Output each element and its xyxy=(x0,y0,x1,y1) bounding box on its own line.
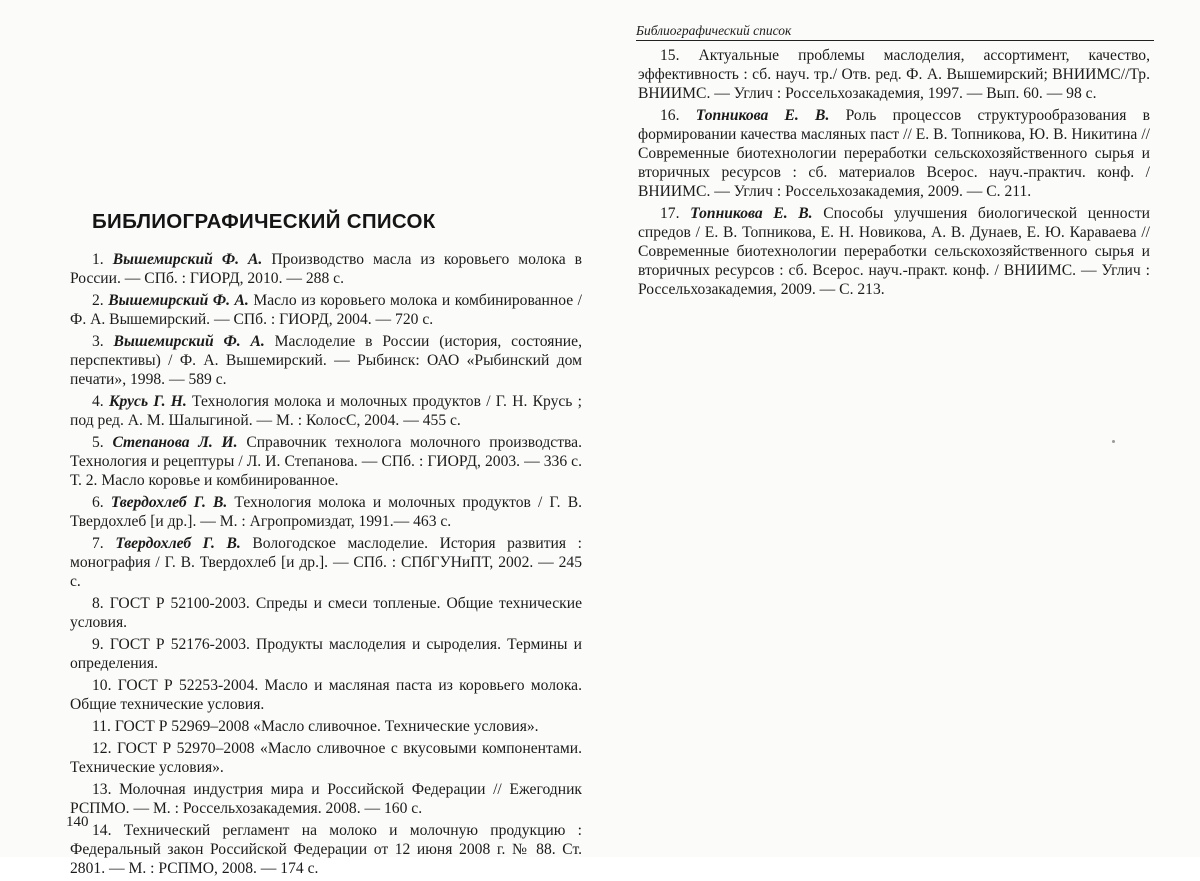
reference-number: 5. xyxy=(92,434,104,451)
reference-item xyxy=(70,291,582,329)
reference-number: 17. xyxy=(660,205,680,222)
reference-number: 14. xyxy=(92,822,112,839)
reference-text: ГОСТ Р 52970–2008 «Масло сливочное с вкусовыми компонентами. Технические условия». xyxy=(70,740,582,776)
reference-author: Вышемирский Ф. А. xyxy=(112,251,263,268)
reference-text: Молочная индустрия мира и Российской Федерации // Ежегодник РСПМО. — М. : Россельхозакадемия. 2008. — 160 с. xyxy=(70,781,582,817)
reference-author: Крусь Г. Н. xyxy=(108,393,187,410)
reference-author: Степанова Л. И. xyxy=(112,434,238,451)
reference-item xyxy=(70,676,582,714)
reference-author: Вышемирский Ф. А. xyxy=(113,333,265,350)
reference-text: Справочник технолога молочного производства. Технология и рецептуры / Л. И. Степанова. — СПб. : ГИОРД, 2003. — 336 с. Т. 2. Масло коровье и комбинированное. xyxy=(70,434,582,489)
reference-number: 10. xyxy=(92,677,112,694)
reference-item xyxy=(70,332,582,389)
reference-item xyxy=(70,433,582,490)
reference-author: Топникова Е. В. xyxy=(690,205,813,222)
reference-number: 9. xyxy=(92,636,104,653)
reference-text: ГОСТ Р 52253-2004. Масло и масляная паста из коровьего молока. Общие технические условия. xyxy=(70,677,582,713)
reference-text: Технический регламент на молоко и молочную продукцию : Федеральный закон Российской Федерации от 12 июня 2008 г. № 88. Ст. 2801. — М. : РСПМО, 2008. — 174 с. xyxy=(70,822,582,877)
reference-author: Твердохлеб Г. В. xyxy=(115,535,241,552)
reference-text: Технология молока и молочных продуктов / Г. Н. Крусь ; под ред. А. М. Шалыгиной. — М. : КолосС, 2004. — 455 с. xyxy=(70,393,582,429)
reference-item xyxy=(70,821,582,878)
reference-number: 15. xyxy=(660,47,680,64)
reference-text: ГОСТ Р 52176-2003. Продукты маслоделия и сыроделия. Термины и определения. xyxy=(70,636,582,672)
reference-number: 2. xyxy=(92,292,104,309)
reference-text: Технология молока и молочных продуктов / Г. В. Твердохлеб [и др.]. — М. : Агропромиздат, 1991.— 463 с. xyxy=(70,494,582,530)
reference-item xyxy=(70,534,582,591)
reference-number: 16. xyxy=(660,107,680,124)
reference-text: ГОСТ Р 52969–2008 «Масло сливочное. Технические условия». xyxy=(114,718,539,735)
reference-number: 6. xyxy=(92,494,104,511)
reference-number: 4. xyxy=(92,393,104,410)
reference-text: Производство масла из коровьего молока в России. — СПб. : ГИОРД, 2010. — 288 с. xyxy=(70,251,582,287)
running-head: Библиографический список xyxy=(636,22,1154,41)
reference-item xyxy=(70,717,582,736)
reference-text: Способы улучшения биологической ценности спредов / Е. В. Топникова, Е. Н. Новикова, А. В. Дунаев, Е. Ю. Караваева // Современные биотехнологии переработки сельскохозяйственного сырья и вторичных ресурсов : сб. Всерос. науч.-практ. конф. / ВНИИМС. — Углич : Россельхозакадемия, 2009. — С. 213. xyxy=(638,205,1150,298)
reference-item xyxy=(70,739,582,777)
reference-number: 3. xyxy=(92,333,104,350)
reference-item xyxy=(70,493,582,531)
reference-item xyxy=(70,250,582,288)
reference-author: Твердохлеб Г. В. xyxy=(110,494,228,511)
left-page xyxy=(0,0,600,877)
scan-speck xyxy=(1112,440,1115,443)
reference-item xyxy=(638,204,1150,299)
reference-number: 11. xyxy=(92,718,111,735)
reference-number: 1. xyxy=(92,251,104,268)
reference-author: Топникова Е. В. xyxy=(695,107,830,124)
reference-item xyxy=(70,392,582,430)
reference-number: 13. xyxy=(92,781,112,798)
reference-number: 7. xyxy=(92,535,104,552)
reference-text: Актуальные проблемы маслоделия, ассортимент, качество, эффективность : сб. науч. тр./ Отв. ред. Ф. А. Вышемирский; ВНИИМС//Тр. ВНИИМС. — Углич : Россельхозакадемия, 1997. — Вып. 60. — 98 с. xyxy=(638,47,1150,102)
reference-text: Маслоделие в России (история, состояние, перспективы) / Ф. А. Вышемирский. — Рыбинск: ОАО «Рыбинский дом печати», 1998. — 589 с. xyxy=(70,333,582,388)
reference-text: Вологодское маслоделие. История развития : монография / Г. В. Твердохлеб [и др.]. — СПб. : СПбГУНиПТ, 2002. — 245 с. xyxy=(70,535,582,590)
reference-number: 12. xyxy=(92,740,112,757)
reference-text: Роль процессов структурообразования в формировании качества масляных паст // Е. В. Топникова, Ю. В. Никитина // Современные биотехнологии переработки сельскохозяйственного сырья и вторичных ресурсов : сб. материалов Всерос. науч.-практич. конф. / ВНИИМС. — Углич : Россельхозакадемия, 2009. — С. 211. xyxy=(638,107,1150,200)
reference-text: ГОСТ Р 52100-2003. Спреды и смеси топленые. Общие технические условия. xyxy=(70,595,582,631)
reference-list-right xyxy=(638,46,1150,302)
reference-text: Масло из коровьего молока и комбинированное / Ф. А. Вышемирский. — СПб. : ГИОРД, 2004. — 720 с. xyxy=(70,292,582,328)
reference-item xyxy=(638,46,1150,103)
reference-item xyxy=(70,594,582,632)
reference-item xyxy=(638,106,1150,201)
page-number: 140 xyxy=(66,814,89,830)
reference-item xyxy=(70,635,582,673)
right-page xyxy=(600,0,1200,857)
reference-number: 8. xyxy=(92,595,104,612)
reference-list-left xyxy=(70,250,582,881)
reference-item xyxy=(70,780,582,818)
bibliography-heading: БИБЛИОГРАФИЧЕСКИЙ СПИСОК xyxy=(92,210,436,233)
reference-author: Вышемирский Ф. А. xyxy=(108,292,249,309)
